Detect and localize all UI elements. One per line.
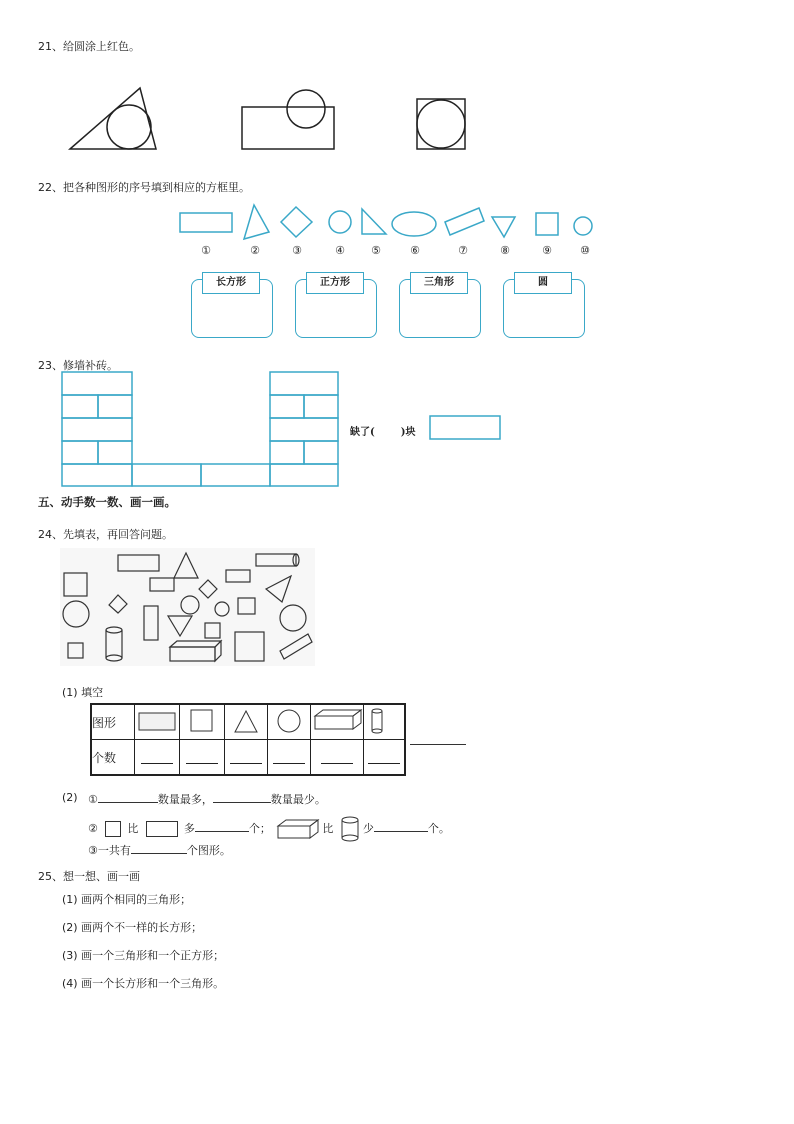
circle-in-triangle bbox=[107, 105, 151, 149]
row-shape-label: 图形 bbox=[91, 704, 135, 740]
category-box-triangle[interactable] bbox=[399, 279, 481, 338]
table-cell-triangle bbox=[225, 704, 268, 740]
q25-item-3: (3) 画一个三角形和一个正方形； bbox=[62, 949, 225, 962]
q24-part2-label: (2) bbox=[62, 791, 78, 804]
missing-bricks-answer bbox=[350, 423, 415, 438]
category-tag-circle: 圆 bbox=[514, 272, 572, 294]
answer-prefix: 缺了( bbox=[350, 427, 375, 438]
shape-10-circle bbox=[574, 217, 592, 235]
category-tag-square: 正方形 bbox=[306, 272, 364, 294]
q24-line1: ① 数量最多， 数量最少。 bbox=[88, 793, 326, 806]
q21-title: 21、给圆涂上红色。 bbox=[38, 40, 140, 53]
blank-most[interactable] bbox=[98, 791, 158, 803]
count-table bbox=[90, 703, 406, 776]
label-10: ⑩ bbox=[580, 244, 590, 257]
q25-item-2: (2) 画两个不一样的长方形； bbox=[62, 921, 203, 934]
shape-6-ellipse bbox=[392, 212, 436, 236]
blank-diff-2[interactable] bbox=[374, 820, 428, 832]
blank-diff-1[interactable] bbox=[195, 820, 249, 832]
shape-7-rectangle bbox=[445, 208, 484, 235]
category-tag-rectangle: 长方形 bbox=[202, 272, 260, 294]
count-blank-cylinder[interactable] bbox=[364, 740, 406, 776]
q24-title: 24、先填表，再回答问题。 bbox=[38, 528, 173, 541]
q25-item-1: (1) 画两个相同的三角形； bbox=[62, 893, 192, 906]
category-box-square[interactable] bbox=[295, 279, 377, 338]
shapes-picture bbox=[60, 548, 315, 666]
label-1: ① bbox=[201, 244, 211, 257]
table-row-counts bbox=[91, 740, 405, 776]
q23-title: 23、修墙补砖。 bbox=[38, 359, 118, 372]
extra-blank-line bbox=[410, 744, 466, 745]
shape-9-square bbox=[536, 213, 558, 235]
table-cell-circle bbox=[268, 704, 311, 740]
q25-title: 25、想一想、画一画 bbox=[38, 870, 140, 883]
label-9: ⑨ bbox=[542, 244, 552, 257]
q21-figures bbox=[60, 80, 500, 160]
circle-on-rectangle bbox=[287, 90, 325, 128]
count-blank-triangle[interactable] bbox=[225, 740, 268, 776]
label-6: ⑥ bbox=[410, 244, 420, 257]
count-blank-rectangle[interactable] bbox=[135, 740, 180, 776]
triangle-with-circle bbox=[70, 88, 156, 149]
blank-total[interactable] bbox=[131, 842, 187, 854]
table-row-shapes bbox=[91, 704, 405, 740]
count-blank-square[interactable] bbox=[180, 740, 225, 776]
table-cell-cylinder bbox=[364, 704, 406, 740]
small-rectangle-icon bbox=[146, 821, 178, 837]
q22-title: 22、把各种图形的序号填到相应的方框里。 bbox=[38, 181, 250, 194]
answer-suffix: )块 bbox=[400, 427, 416, 438]
category-box-circle[interactable] bbox=[503, 279, 585, 338]
cylinder-icon bbox=[339, 816, 361, 842]
q24-part1-label: (1) 填空 bbox=[62, 686, 104, 699]
q24-line2: ② 比 多 个； 比 少 个。 bbox=[88, 816, 450, 842]
q25-item-4: (4) 画一个长方形和一个三角形。 bbox=[62, 977, 225, 990]
label-5: ⑤ bbox=[371, 244, 381, 257]
count-blank-cuboid[interactable] bbox=[311, 740, 364, 776]
q22-shapes bbox=[175, 200, 605, 245]
row-count-label: 个数 bbox=[91, 740, 135, 776]
category-tag-triangle: 三角形 bbox=[410, 272, 468, 294]
label-8: ⑧ bbox=[500, 244, 510, 257]
shape-3-diamond bbox=[281, 207, 312, 237]
label-7: ⑦ bbox=[458, 244, 468, 257]
shape-1-rectangle bbox=[180, 213, 232, 232]
shape-2-triangle bbox=[244, 205, 269, 239]
category-box-rectangle[interactable] bbox=[191, 279, 273, 338]
brick-wall bbox=[60, 370, 510, 488]
shape-4-circle bbox=[329, 211, 351, 233]
count-blank-circle[interactable] bbox=[268, 740, 311, 776]
label-4: ④ bbox=[335, 244, 345, 257]
cuboid-icon bbox=[276, 818, 320, 840]
label-3: ③ bbox=[292, 244, 302, 257]
table-cell-square bbox=[180, 704, 225, 740]
answer-brick bbox=[430, 416, 500, 439]
table-cell-rectangle bbox=[135, 704, 180, 740]
small-square-icon bbox=[105, 821, 121, 837]
circle-in-square bbox=[417, 100, 465, 148]
table-cell-cuboid bbox=[311, 704, 364, 740]
label-2: ② bbox=[250, 244, 260, 257]
q24-line3: ③一共有 个图形。 bbox=[88, 844, 231, 857]
shape-8-triangle bbox=[492, 217, 515, 237]
shape-5-triangle bbox=[362, 209, 386, 234]
section5-title: 五、动手数一数、画一画。 bbox=[38, 495, 176, 509]
blank-least[interactable] bbox=[213, 791, 271, 803]
